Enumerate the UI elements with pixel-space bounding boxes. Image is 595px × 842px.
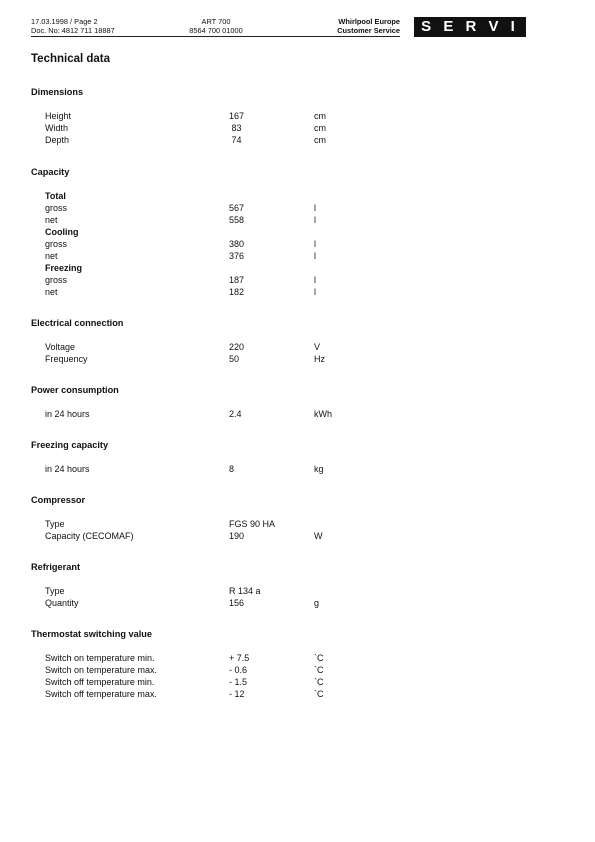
row-label: Switch on temperature min.: [45, 653, 155, 663]
data-row: [31, 664, 511, 676]
section-heading: Refrigerant: [31, 562, 81, 572]
row-value: 2.4: [229, 409, 242, 419]
row-value: - 0.6: [229, 665, 248, 675]
data-row: [31, 688, 511, 700]
data-row: [31, 238, 511, 250]
row-value: - 12: [229, 689, 245, 699]
row-label: gross: [45, 203, 68, 213]
row-unit: Hz: [314, 354, 325, 364]
row-unit: l: [314, 203, 316, 213]
header-model-info: [185, 17, 247, 35]
row-unit: l: [314, 287, 316, 297]
subheading-row: [31, 190, 511, 202]
row-value: 187: [229, 275, 245, 285]
data-row: [31, 676, 511, 688]
row-unit: l: [314, 275, 316, 285]
row-label: Quantity: [45, 598, 79, 608]
subheading-cooling: Cooling: [45, 227, 79, 237]
row-value: 8: [229, 464, 235, 474]
row-unit: cm: [314, 123, 326, 133]
row-label: Voltage: [45, 342, 76, 352]
data-row: [31, 341, 511, 353]
row-value: 220: [229, 342, 245, 352]
section-dimensions: [31, 86, 511, 146]
data-row: [31, 585, 511, 597]
header-model-code: 8564 700 01000: [189, 26, 243, 35]
row-value: 182: [229, 287, 245, 297]
row-unit: `C: [314, 653, 324, 663]
row-value: R 134 a: [229, 586, 261, 596]
data-row: [31, 110, 511, 122]
row-unit: `C: [314, 689, 324, 699]
row-label: net: [45, 215, 58, 225]
row-unit: W: [314, 531, 323, 541]
data-row: [31, 274, 511, 286]
section-compressor: [31, 494, 511, 542]
section-electrical-connection: [31, 317, 511, 365]
data-row: [31, 518, 511, 530]
subheading-row: [31, 262, 511, 274]
data-row: [31, 652, 511, 664]
data-row: [31, 408, 511, 420]
row-value: 74: [229, 135, 242, 145]
header-model: ART 700: [201, 17, 231, 26]
row-label: Switch off temperature min.: [45, 677, 155, 687]
section-refrigerant: [31, 561, 511, 609]
row-label: in 24 hours: [45, 464, 90, 474]
data-row: [31, 214, 511, 226]
row-unit: kWh: [314, 409, 332, 419]
data-row: [31, 530, 511, 542]
section-heading: Freezing capacity: [31, 440, 109, 450]
data-row: [31, 250, 511, 262]
row-label: in 24 hours: [45, 409, 90, 419]
section-heading: Electrical connection: [31, 318, 124, 328]
row-value: 156: [229, 598, 245, 608]
header-date-page: 17.03.1998 / Page 2: [31, 17, 98, 26]
section-power-consumption: [31, 384, 511, 420]
data-row: [31, 597, 511, 609]
row-value: 376: [229, 251, 245, 261]
section-heading: Compressor: [31, 495, 86, 505]
row-unit: l: [314, 251, 316, 261]
row-value: + 7.5: [229, 653, 250, 663]
row-value: 167: [229, 111, 245, 121]
section-capacity: [31, 166, 511, 298]
row-value: 567: [229, 203, 245, 213]
data-row: [31, 353, 511, 365]
row-label: Type: [45, 586, 65, 596]
header-doc-number: Doc. No: 4812 711 18887: [31, 26, 115, 35]
header-department: Customer Service: [337, 26, 400, 35]
row-value: 83: [229, 123, 242, 133]
header-divider: [31, 36, 400, 37]
row-value: 50: [229, 354, 240, 364]
row-value: 558: [229, 215, 245, 225]
row-label: gross: [45, 275, 68, 285]
row-label: Type: [45, 519, 65, 529]
subheading-total: Total: [45, 191, 66, 201]
data-row: [31, 202, 511, 214]
row-unit: cm: [314, 135, 326, 145]
subheading-freezing: Freezing: [45, 263, 83, 273]
row-label: Height: [45, 111, 72, 121]
row-value: - 1.5: [229, 677, 248, 687]
row-unit: `C: [314, 677, 324, 687]
row-value: 380: [229, 239, 245, 249]
header-company-info: [300, 17, 400, 35]
row-unit: cm: [314, 111, 326, 121]
data-row: [31, 463, 511, 475]
row-label: Capacity (CECOMAF): [45, 531, 134, 541]
section-heading: Thermostat switching value: [31, 629, 152, 639]
section-heading: Power consumption: [31, 385, 119, 395]
row-unit: g: [314, 598, 320, 608]
header-doc-info: [31, 17, 115, 35]
row-unit: l: [314, 215, 316, 225]
row-label: Depth: [45, 135, 70, 145]
section-heading: Dimensions: [31, 87, 84, 97]
data-row: [31, 122, 511, 134]
row-label: gross: [45, 239, 68, 249]
service-badge: S E R V I C E: [414, 17, 526, 37]
row-value: 190: [229, 531, 245, 541]
row-unit: `C: [314, 665, 324, 675]
header-company: Whirlpool Europe: [338, 17, 400, 26]
data-row: [31, 286, 511, 298]
section-heading: Capacity: [31, 167, 70, 177]
data-row: [31, 134, 511, 146]
row-label: Switch on temperature max.: [45, 665, 158, 675]
row-label: net: [45, 251, 58, 261]
page-title: Technical data: [31, 53, 111, 65]
subheading-row: [31, 226, 511, 238]
section-thermostat: [31, 628, 511, 700]
row-unit: l: [314, 239, 316, 249]
row-label: Frequency: [45, 354, 88, 364]
row-label: Width: [45, 123, 69, 133]
row-unit: kg: [314, 464, 324, 474]
section-freezing-capacity: [31, 439, 511, 475]
row-value: FGS 90 HA: [229, 519, 276, 529]
row-label: net: [45, 287, 58, 297]
row-label: Switch off temperature max.: [45, 689, 157, 699]
row-unit: V: [314, 342, 321, 352]
